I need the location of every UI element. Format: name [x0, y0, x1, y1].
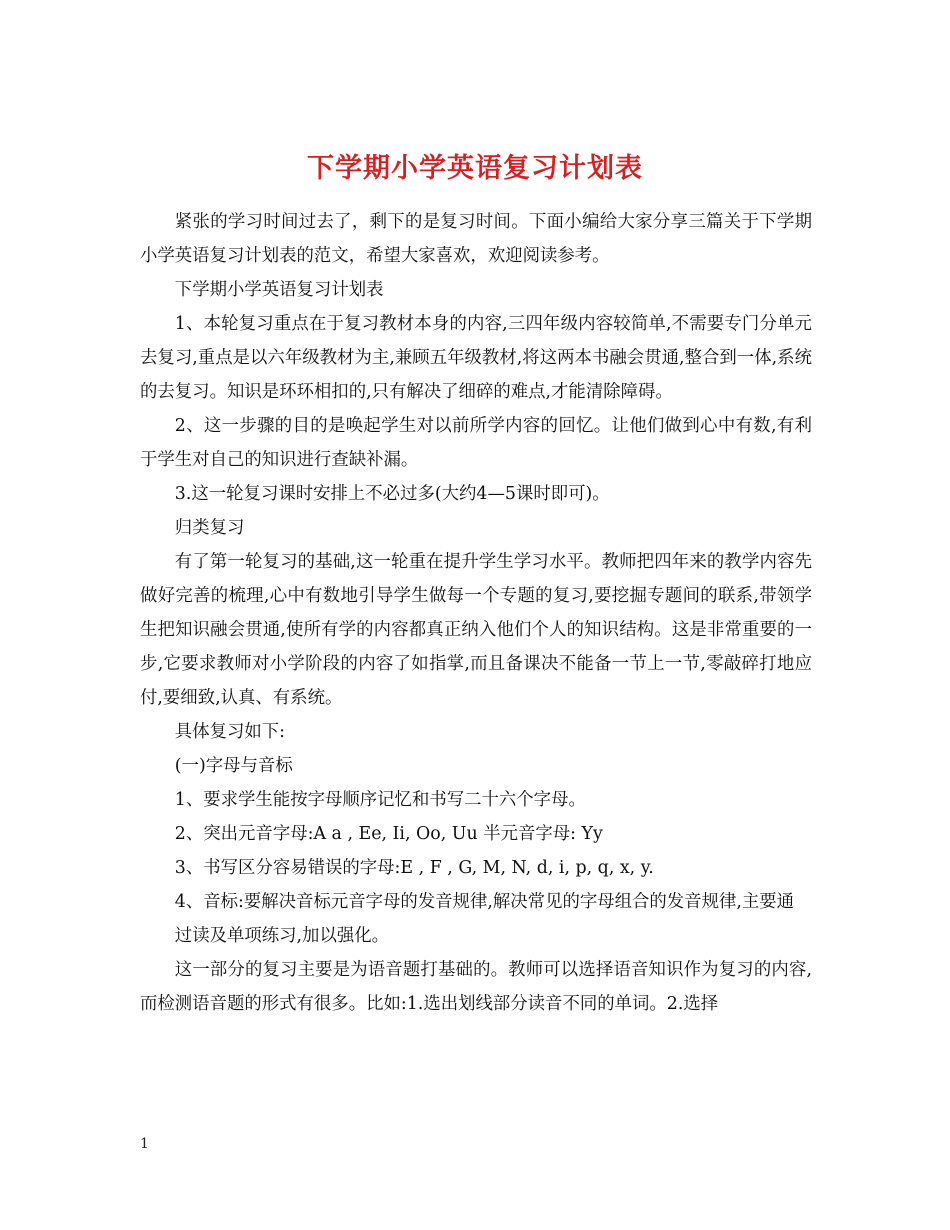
paragraph-specific-review: 具体复习如下:: [174, 722, 286, 742]
paragraph-point-2: 2、这一步骤的目的是唤起学生对以前所学内容的回忆。让他们做到心中有数,有利于学生对自己的知识进行查缺补漏。: [140, 416, 812, 470]
list-item-letters-4: 4、音标:要解决音标元音字母的发音规律,解决常见的字母组合的发音规律,主要通: [174, 892, 795, 912]
page-number: 1: [140, 1136, 149, 1152]
paragraph-phonetics-purpose: 这一部分的复习主要是为语音题打基础的。教师可以选择语音知识作为复习的内容,而检测语音题的形式有很多。比如:1.选出划线部分读音不同的单词。2.选择: [140, 960, 812, 1014]
paragraph-practice: 过读及单项练习,加以强化。: [174, 926, 390, 946]
paragraph-classified-review: 有了第一轮复习的基础,这一轮重在提升学生学习水平。教师把四年来的教学内容先做好完善的梳理,心中有数地引导学生做每一个专题的复习,要挖掘专题间的联系,带领学生把知识融会贯通,使所有学的内容都真正纳入他们个人的知识结构。这是非常重要的一步,它要求教师对小学阶段的内容了如指掌,而且备课决不能备一节上一节,零敲碎打地应付,要细致,认真、有系统。: [140, 552, 812, 708]
page-title: 下学期小学英语复习计划表: [307, 153, 643, 185]
paragraph-intro: 紧张的学习时间过去了，剩下的是复习时间。下面小编给大家分享三篇关于下学期小学英语复习计划表的范文，希望大家喜欢，欢迎阅读参考。: [140, 212, 812, 266]
paragraph-point-1: 1、本轮复习重点在于复习教材本身的内容,三四年级内容较简单,不需要专门分单元去复习,重点是以六年级教材为主,兼顾五年级教材,将这两本书融会贯通,整合到一体,系统的去复习。知识是环环相扣的,只有解决了细碎的难点,才能清除障碍。: [140, 314, 812, 402]
list-item-letters-2: 2、突出元音字母:A a , Ee, Ii, Oo, Uu 半元音字母: Yy: [174, 824, 603, 844]
paragraph-point-3: 3.这一轮复习课时安排上不必过多(大约4—5课时即可)。: [174, 484, 610, 504]
document-body: [140, 205, 812, 1021]
section-heading-classified-review: 归类复习: [174, 518, 245, 538]
list-item-letters-3: 3、书写区分容易错误的字母:E , F , G, M, N, d, i, p, q, x, y.: [174, 858, 654, 878]
section-heading-letters-phonetics: (一)字母与音标: [174, 756, 293, 776]
list-item-letters-1: 1、要求学生能按字母顺序记忆和书写二十六个字母。: [174, 790, 586, 810]
paragraph-subtitle: 下学期小学英语复习计划表: [174, 280, 384, 300]
